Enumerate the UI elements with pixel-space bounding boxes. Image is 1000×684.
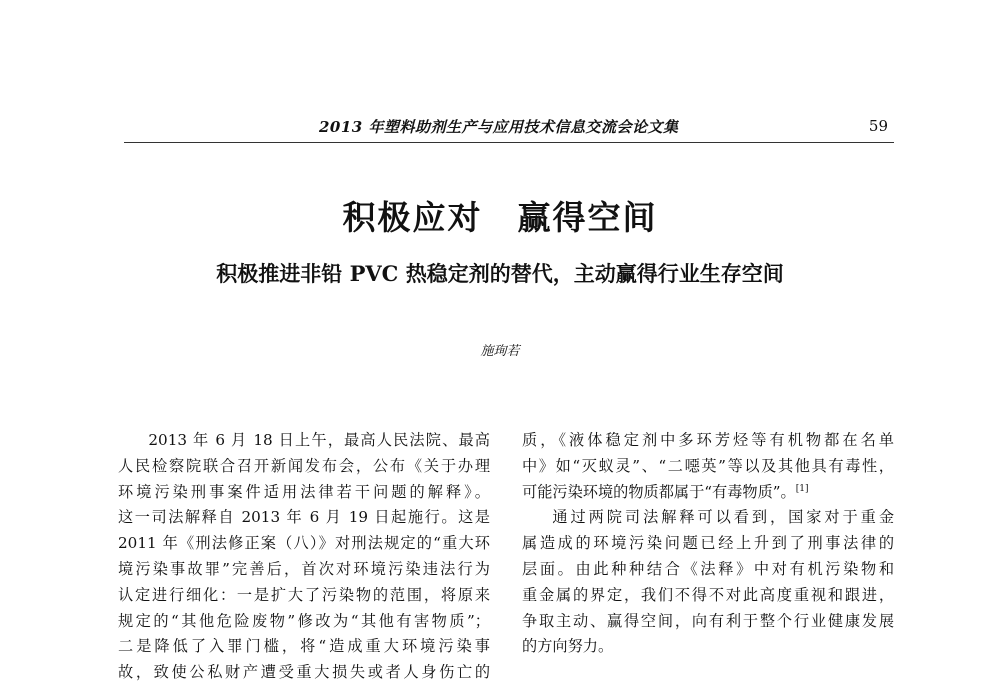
body-line: 争取主动、赢得空间，向有利于整个行业健康发展	[522, 611, 894, 630]
body-line: 环境污染刑事案件适用法律若干问题的解释》。	[118, 482, 490, 501]
right-column	[522, 428, 894, 684]
header-rule	[124, 142, 894, 143]
body-line: 层面。由此种种结合《法释》中对有机污染物和	[522, 559, 894, 578]
body-line-text: 可能污染环境的物质都属于“有毒物质”。	[522, 482, 796, 501]
body-line: 人民检察院联合召开新闻发布会，公布《关于办理	[118, 456, 490, 475]
body-line-with-citation	[522, 480, 894, 506]
article-subtitle: 积极推进非铅 PVC 热稳定剂的替代，主动赢得行业生存空间	[216, 261, 784, 286]
citation-marker: [1]	[795, 483, 809, 494]
author-name: 施珣若	[480, 344, 520, 359]
page-number: 59	[868, 117, 888, 135]
body-line: 质，《液体稳定剂中多环芳烃等有机物都在名单	[522, 431, 894, 449]
body-line: 二是降低了入罪门槛，将“造成重大环境污染事	[118, 637, 490, 656]
article-title: 积极应对 赢得空间	[342, 198, 658, 237]
body-line: 故，致使公私财产遭受重大损失或者人身伤亡的	[118, 663, 490, 682]
body-line: 2011 年《刑法修正案（八）》对刑法规定的“重大环	[118, 534, 490, 553]
body-line: 的方向努力。	[522, 637, 614, 656]
running-header	[124, 112, 894, 142]
body-line: 2013 年 6 月 18 日上午，最高人民法院、最高	[148, 431, 490, 449]
body-line: 重金属的界定，我们不得不对此高度重视和跟进，	[522, 585, 894, 604]
journal-title: 2013 年塑料助剂生产与应用技术信息交流会论文集	[319, 118, 679, 136]
body-line: 认定进行细化：一是扩大了污染物的范围，将原来	[118, 585, 490, 604]
body-line: 通过两院司法解释可以看到，国家对于重金	[552, 508, 894, 527]
body-line: 这一司法解释自 2013 年 6 月 19 日起施行。这是	[118, 508, 490, 527]
body-line: 中》如“灭蚁灵”、“二噁英”等以及其他具有毒性，	[522, 456, 894, 475]
body-line: 规定的“其他危险废物”修改为“其他有害物质”；	[118, 611, 490, 630]
body-line: 境污染事故罪”完善后，首次对环境污染违法行为	[118, 559, 490, 578]
body-line: 属造成的环境污染问题已经上升到了刑事法律的	[522, 534, 894, 553]
left-column	[118, 428, 490, 684]
